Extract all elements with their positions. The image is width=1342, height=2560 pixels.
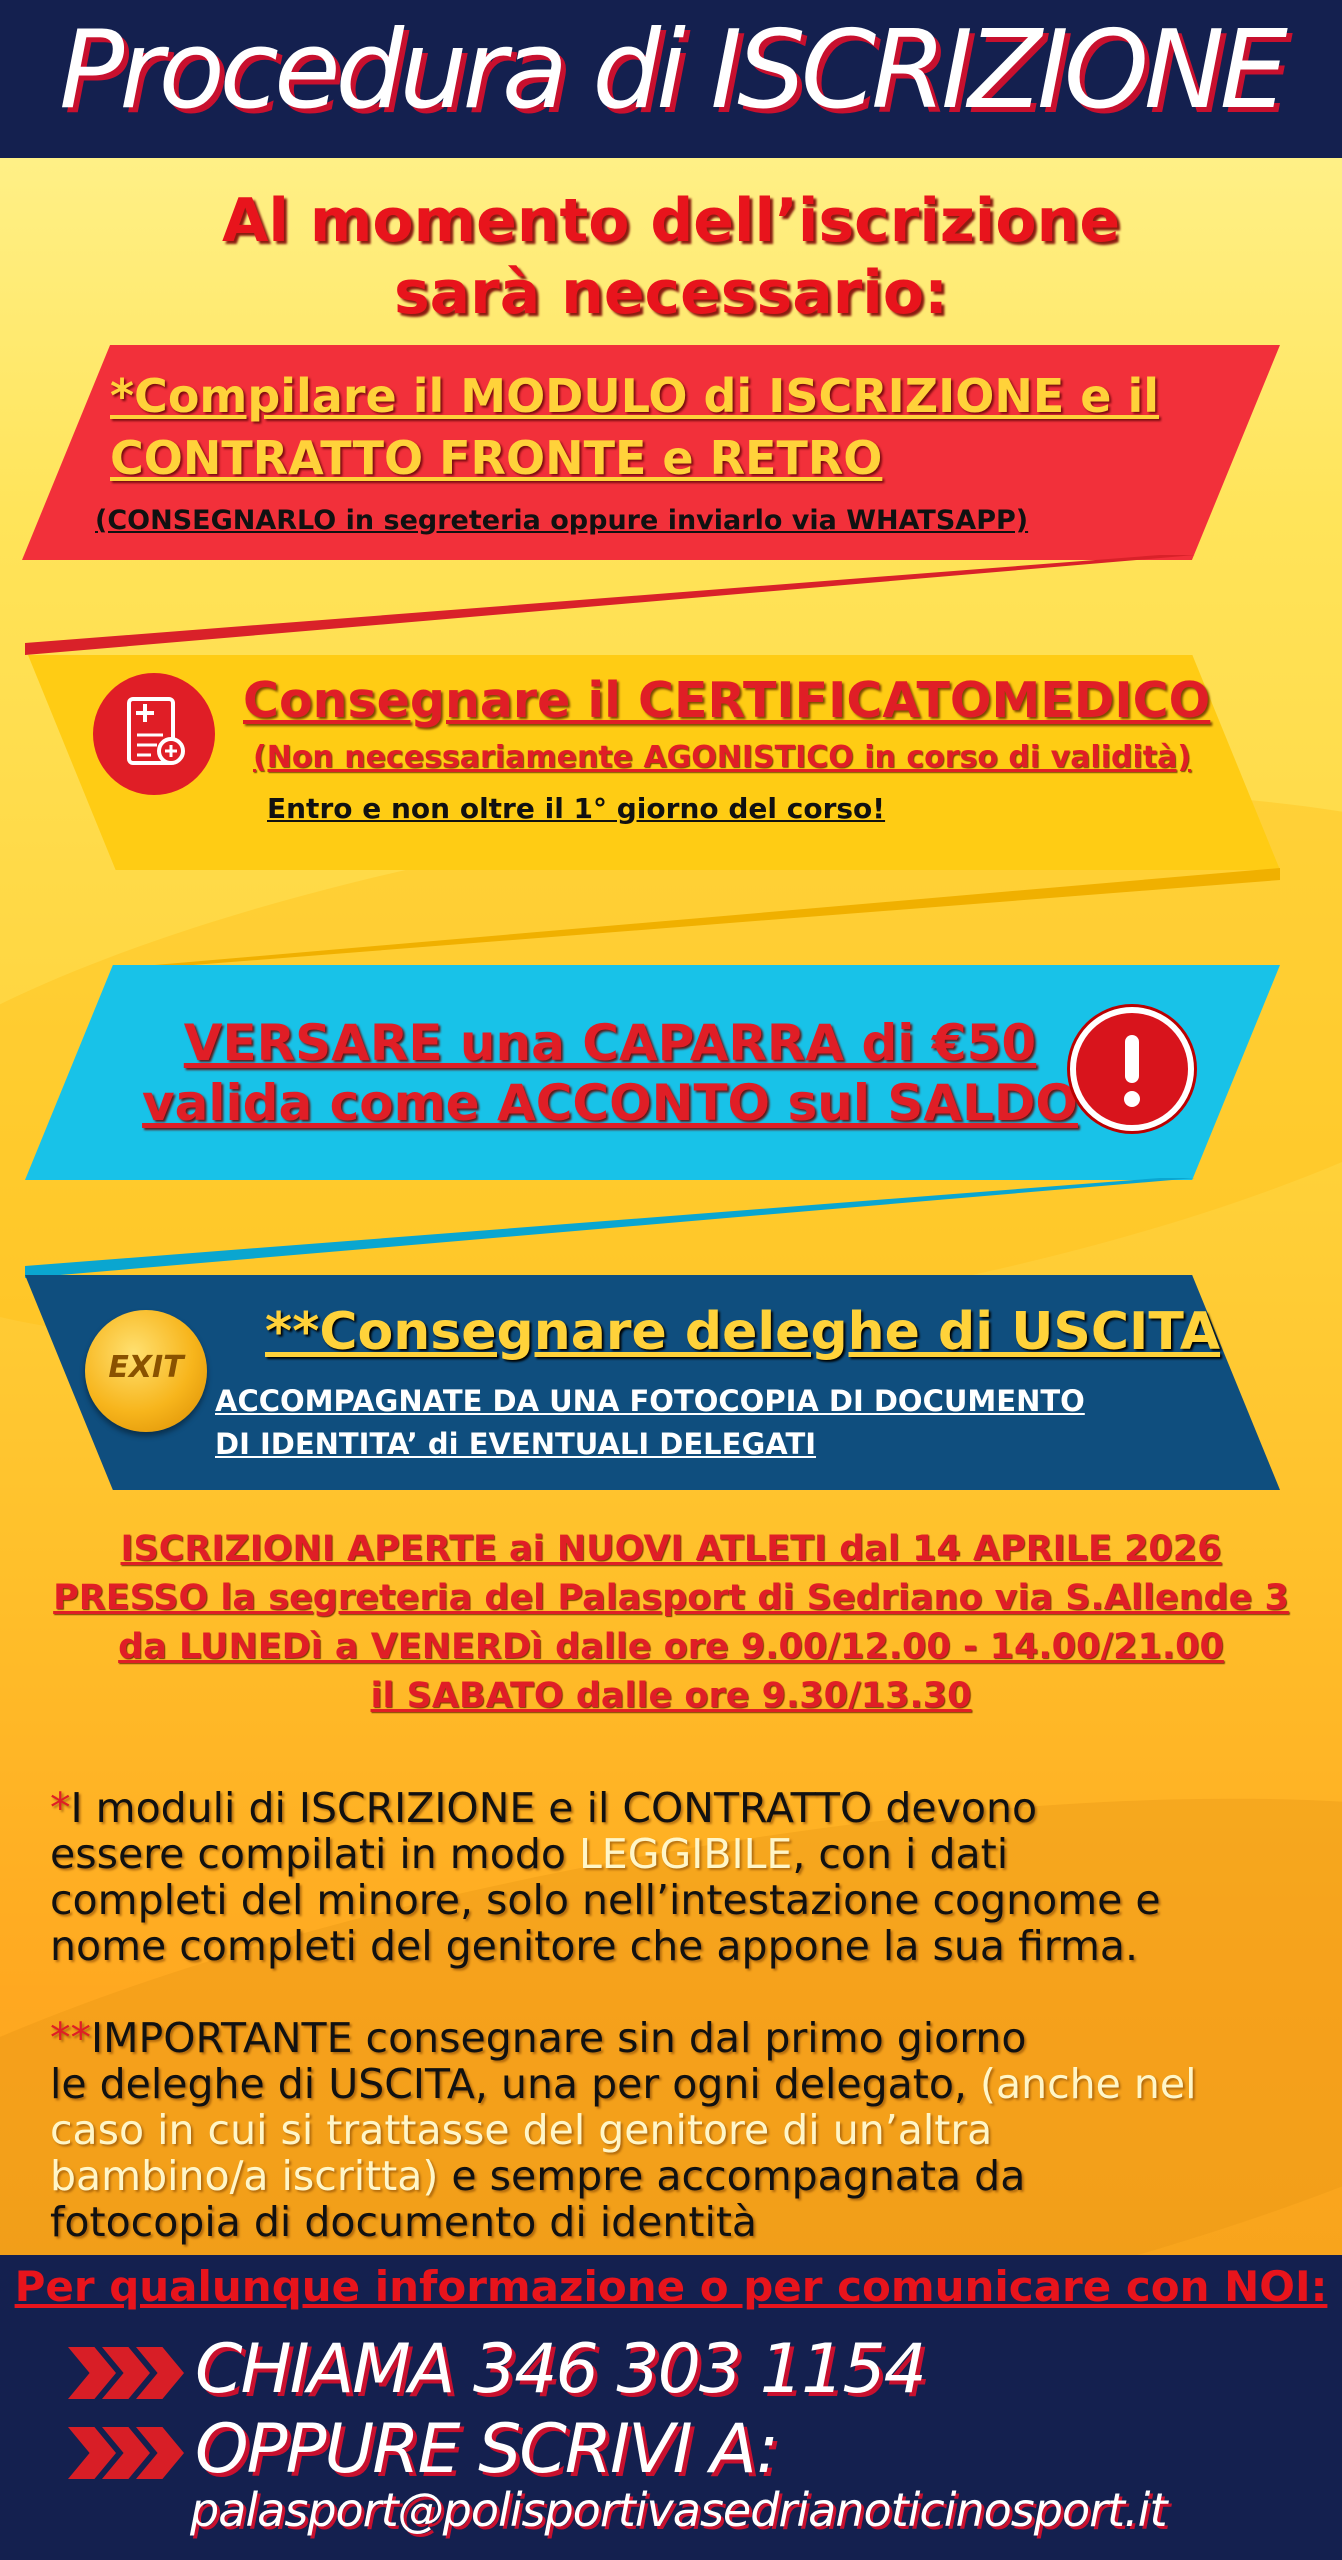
note-highlight: bambino/a iscritta) xyxy=(50,2152,439,2200)
footer-heading: Per qualunque informazione o per comunicare con NOI: xyxy=(14,2262,1328,2311)
note-text: , con i dati xyxy=(792,1830,1009,1878)
step-4-subtitle xyxy=(215,1380,1215,1466)
note-text: IMPORTANTE consegnare sin dal primo giorno xyxy=(91,2014,1027,2062)
registration-line-4: il SABATO dalle ore 9.30/13.30 xyxy=(370,1676,972,1716)
exit-icon xyxy=(85,1310,207,1432)
registration-info xyxy=(0,1525,1342,1721)
note-text: essere compilati in modo xyxy=(50,1830,579,1878)
note-text: I moduli di ISCRIZIONE e il CONTRATTO devono xyxy=(70,1784,1038,1832)
write-label: OPPURE SCRIVI A: xyxy=(195,2410,777,2489)
registration-line-2: PRESSO la segreteria del Palasport di Sedriano via S.Allende 3 xyxy=(53,1578,1289,1618)
step-3-line-2: valida come ACCONTO sul SALDO xyxy=(142,1074,1078,1132)
note-text: le deleghe di USCITA, una per ogni delegato, xyxy=(50,2060,980,2108)
note-2-line-5: fotocopia di documento di identità xyxy=(50,2198,758,2246)
step-3-line-1: VERSARE una CAPARRA di €50 xyxy=(183,1014,1037,1072)
step-1-subtitle: (CONSEGNARLO in segreteria oppure inviarlo via WHATSAPP) xyxy=(95,505,1029,536)
phone-contact[interactable]: CHIAMA 346 303 1154 xyxy=(195,2330,925,2409)
note-2-line-2 xyxy=(50,2061,1310,2107)
step-4-subtitle-line-1: ACCOMPAGNATE DA UNA FOTOCOPIA DI DOCUMENTO xyxy=(215,1384,1085,1418)
note-star: * xyxy=(50,1784,71,1832)
step-4-subtitle-line-2: DI IDENTITA’ di EVENTUALI DELEGATI xyxy=(215,1427,817,1461)
step-1-title xyxy=(110,365,1230,489)
note-highlight: LEGGIBILE xyxy=(578,1830,793,1878)
note-1-line-1 xyxy=(50,1785,1310,1831)
note-star: ** xyxy=(50,2014,91,2062)
registration-line-3: da LUNEDì a VENERDì dalle ore 9.00/12.00 - 14.00/21.00 xyxy=(118,1627,1224,1667)
intro-line-1: Al momento dell’iscrizione xyxy=(221,186,1121,256)
notes-section xyxy=(50,1785,1310,2245)
intro-line-2: sarà necessario: xyxy=(393,258,949,328)
note-2-line-4 xyxy=(50,2153,1310,2199)
note-1-line-2 xyxy=(50,1831,1310,1877)
note-2-line-3: caso in cui si trattasse del genitore di un’altra xyxy=(50,2106,993,2154)
note-1-line-4: nome completi del genitore che appone la sua firma. xyxy=(50,1922,1139,1970)
note-text: e sempre accompagnata da xyxy=(438,2152,1026,2200)
email-link[interactable]: palasport@polisportivasedrianoticinosport.it xyxy=(190,2483,1167,2537)
page-title: Procedura di ISCRIZIONE xyxy=(59,8,1283,133)
note-2-line-1 xyxy=(50,2015,1310,2061)
registration-line-1: ISCRIZIONI APERTE ai NUOVI ATLETI dal 14 APRILE 2026 xyxy=(120,1529,1222,1569)
step-1-title-line-1: *Compilare il MODULO di ISCRIZIONE e il xyxy=(110,369,1160,423)
exclamation-icon xyxy=(1070,1007,1194,1131)
step-1-title-line-2: CONTRATTO FRONTE e RETRO xyxy=(110,431,883,485)
step-2-title: Consegnare il CERTIFICATOMEDICO xyxy=(243,672,1211,729)
note-1-line-3: completi del minore, solo nell’intestazione cognome e xyxy=(50,1876,1161,1924)
note-highlight: (anche nel xyxy=(980,2060,1197,2108)
exit-icon-label: EXIT xyxy=(108,1350,184,1385)
intro-heading xyxy=(0,185,1342,329)
step-2-subtitle: (Non necessariamente AGONISTICO in corso di validità) xyxy=(253,740,1192,775)
step-4-title: **Consegnare deleghe di USCITA xyxy=(265,1302,1221,1362)
step-2-note: Entro e non oltre il 1° giorno del corso! xyxy=(267,792,886,825)
medical-certificate-icon xyxy=(93,673,215,795)
step-3-text xyxy=(120,1013,1100,1133)
